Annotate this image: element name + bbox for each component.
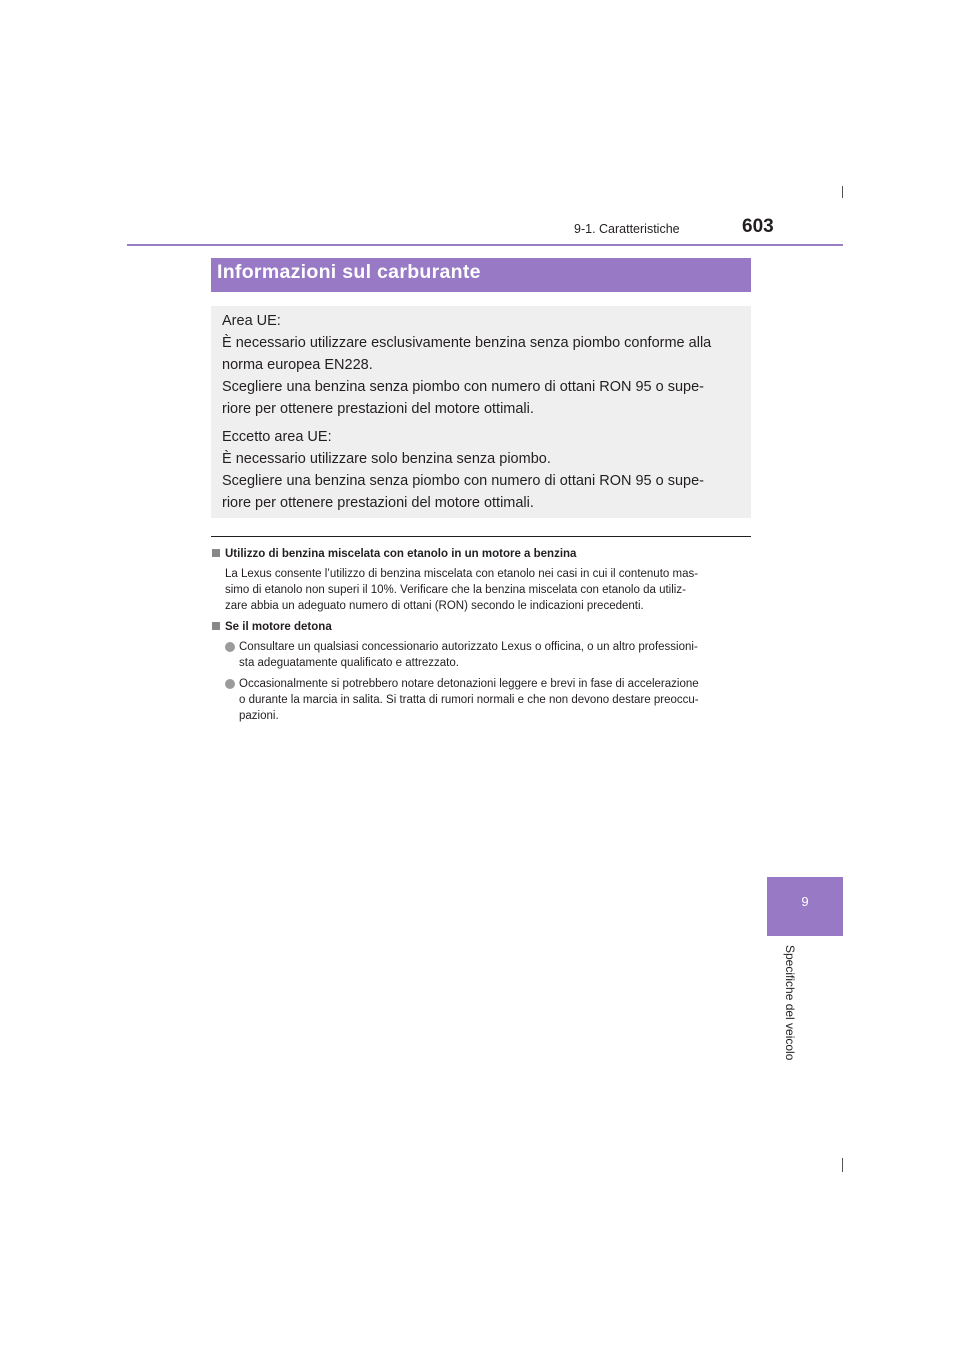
non-eu-area-block: [222, 426, 741, 514]
note-ethanol: [211, 546, 751, 614]
bullet-text: [239, 639, 698, 671]
fuel-info-box: [211, 306, 751, 518]
note-body: [211, 566, 751, 614]
crop-mark-bottom: [842, 1158, 843, 1172]
square-bullet-icon: [212, 622, 220, 630]
page-number: 603: [742, 216, 774, 237]
text-line: norma europea EN228.: [222, 357, 373, 373]
note-heading-text: Se il motore detona: [225, 621, 332, 633]
bullet-text: [239, 676, 699, 724]
section-reference: 9-1. Caratteristiche: [574, 222, 680, 236]
chapter-tab: 9: [767, 877, 843, 936]
text-line: È necessario utilizzare esclusivamente benzina senza piombo conforme alla: [222, 335, 712, 351]
bullet-item: [211, 676, 751, 724]
note-heading: [211, 546, 751, 562]
bullet-item: [211, 639, 751, 671]
crop-mark-top: [842, 186, 843, 198]
text-line: Occasionalmente si potrebbero notare detonazioni leggere e brevi in fase di accelerazione: [239, 678, 699, 690]
note-knocking: [211, 619, 751, 724]
text-line: Scegliere una benzina senza piombo con numero di ottani RON 95 o supe-: [222, 473, 705, 489]
text-line: Area UE:: [222, 313, 281, 329]
text-line: Eccetto area UE:: [222, 429, 332, 445]
text-line: riore per ottenere prestazioni del motore ottimali.: [222, 401, 534, 417]
circle-bullet-icon: [225, 679, 235, 689]
eu-area-block: [222, 310, 741, 420]
square-bullet-icon: [212, 549, 220, 557]
text-line: Scegliere una benzina senza piombo con numero di ottani RON 95 o supe-: [222, 379, 705, 395]
text-line: pazioni.: [239, 710, 279, 722]
section-title: Informazioni sul carburante: [211, 258, 751, 292]
chapter-label: Specifiche del veicolo: [783, 945, 797, 1061]
text-line: o durante la marcia in salita. Si tratta di rumori normali e che non devono destare preoccu-: [239, 694, 699, 706]
text-line: simo di etanolo non superi il 10%. Verificare che la benzina miscelata con etanolo da utiliz-: [225, 584, 686, 596]
note-heading-text: Utilizzo di benzina miscelata con etanolo in un motore a benzina: [225, 548, 577, 560]
text-line: Consultare un qualsiasi concessionario autorizzato Lexus o officina, o un altro professioni-: [239, 641, 698, 653]
notes-section: [211, 546, 751, 724]
text-line: È necessario utilizzare solo benzina senza piombo.: [222, 451, 551, 467]
text-line: sta adeguatamente qualificato e attrezzato.: [239, 657, 459, 669]
divider: [211, 536, 751, 537]
text-line: zare abbia un adeguato numero di ottani (RON) secondo le indicazioni precedenti.: [225, 600, 644, 612]
text-line: La Lexus consente l’utilizzo di benzina miscelata con etanolo nei casi in cui il contenuto mas-: [225, 568, 699, 580]
circle-bullet-icon: [225, 642, 235, 652]
text-line: riore per ottenere prestazioni del motore ottimali.: [222, 495, 534, 511]
header-rule: [127, 244, 843, 246]
note-heading: [211, 619, 751, 635]
